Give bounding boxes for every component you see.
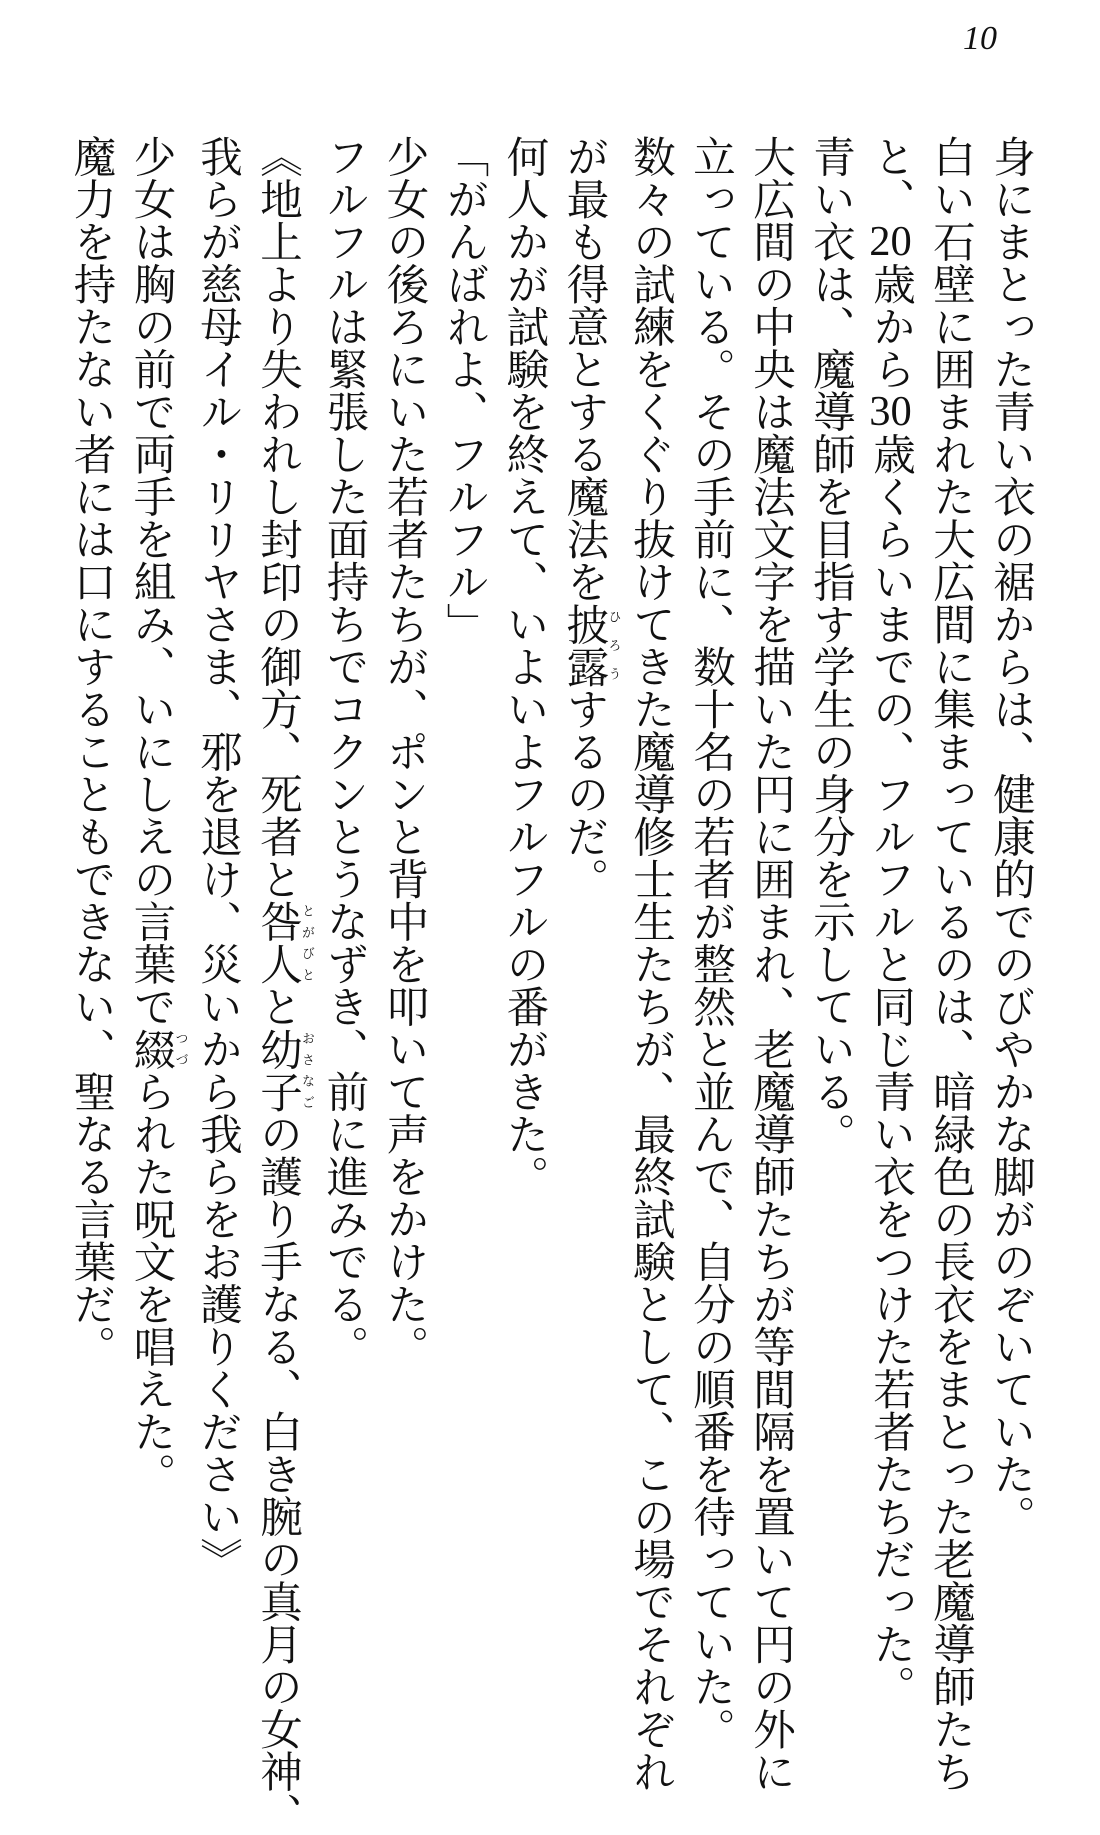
ruby-reading: とがびと bbox=[299, 900, 314, 985]
text-segment: するのだ。 bbox=[560, 688, 609, 901]
body-text bbox=[61, 135, 1041, 1535]
ruby-base: 幼子 bbox=[253, 1028, 302, 1113]
text-segment: 歳から bbox=[866, 263, 915, 391]
page-number: 10 bbox=[963, 22, 997, 56]
text-line-13 bbox=[247, 135, 314, 1535]
ruby-reading: おさなご bbox=[299, 1028, 314, 1113]
text-segment: 《地上より失われし封印の御方、死者と bbox=[253, 135, 302, 900]
furigana-word bbox=[253, 1028, 302, 1113]
text-line-15 bbox=[121, 135, 188, 1535]
age-number: 20 bbox=[867, 220, 914, 263]
text-line-4: 青い衣は、魔導師を目指す学生の身分を示している。 bbox=[800, 135, 860, 1535]
age-number: 30 bbox=[867, 390, 914, 433]
furigana-word bbox=[253, 900, 302, 985]
text-line-12: フルフルは緊張した面持ちでコクンとうなずき、前に進みでる。 bbox=[314, 135, 374, 1535]
text-segment: が最も得意とする魔法を bbox=[560, 135, 609, 603]
text-line-9: 何人かが試験を終えて、いよいよフルフルの番がきた。 bbox=[494, 135, 554, 1535]
text-line-11: 少女の後ろにいた若者たちが、ポンと背中を叩いて声をかけた。 bbox=[374, 135, 434, 1535]
text-line-8 bbox=[554, 135, 621, 1535]
furigana-word bbox=[560, 603, 609, 688]
ruby-base: 綴 bbox=[127, 1028, 176, 1071]
text-segment: と、 bbox=[866, 135, 915, 220]
ruby-reading: つづ bbox=[173, 1028, 188, 1071]
text-line-3 bbox=[860, 135, 920, 1535]
ruby-reading: ひろう bbox=[606, 603, 621, 688]
text-segment: 歳くらいまでの、フルフルと同じ青い衣をつけた若者たちだった。 bbox=[866, 433, 915, 1708]
text-segment: られた呪文を唱えた。 bbox=[127, 1070, 176, 1495]
text-line-2: 白い石壁に囲まれた大広間に集まっているのは、暗緑色の長衣をまとった老魔導師たち bbox=[920, 135, 980, 1535]
text-line-14: 我らが慈母イル・リリヤさま、邪を退け、災いから我らをお護りください》 bbox=[187, 135, 247, 1535]
ruby-base: 披露 bbox=[560, 603, 609, 688]
text-line-7: 数々の試練をくぐり抜けてきた魔導修士生たちが、最終試験として、この場でそれぞれ bbox=[620, 135, 680, 1535]
text-line-6: 立っている。その手前に、数十名の若者が整然と並んで、自分の順番を待っていた。 bbox=[680, 135, 740, 1535]
text-line-16: 魔力を持たない者には口にすることもできない、聖なる言葉だ。 bbox=[61, 135, 121, 1535]
text-line-5: 大広間の中央は魔法文字を描いた円に囲まれ、老魔導師たちが等間隔を置いて円の外に bbox=[740, 135, 800, 1535]
text-segment: の護り手なる、白き腕の真月の女神、 bbox=[253, 1113, 302, 1835]
text-segment: と bbox=[253, 985, 302, 1028]
ruby-base: 咎人 bbox=[253, 900, 302, 985]
text-line-10: 「がんばれよ、フルフル」 bbox=[434, 135, 494, 1535]
furigana-word bbox=[127, 1028, 176, 1071]
text-segment: 少女は胸の前で両手を組み、いにしえの言葉で bbox=[127, 135, 176, 1028]
text-line-1: 身にまとった青い衣の裾からは、健康的でのびやかな脚がのぞいていた。 bbox=[980, 135, 1040, 1535]
